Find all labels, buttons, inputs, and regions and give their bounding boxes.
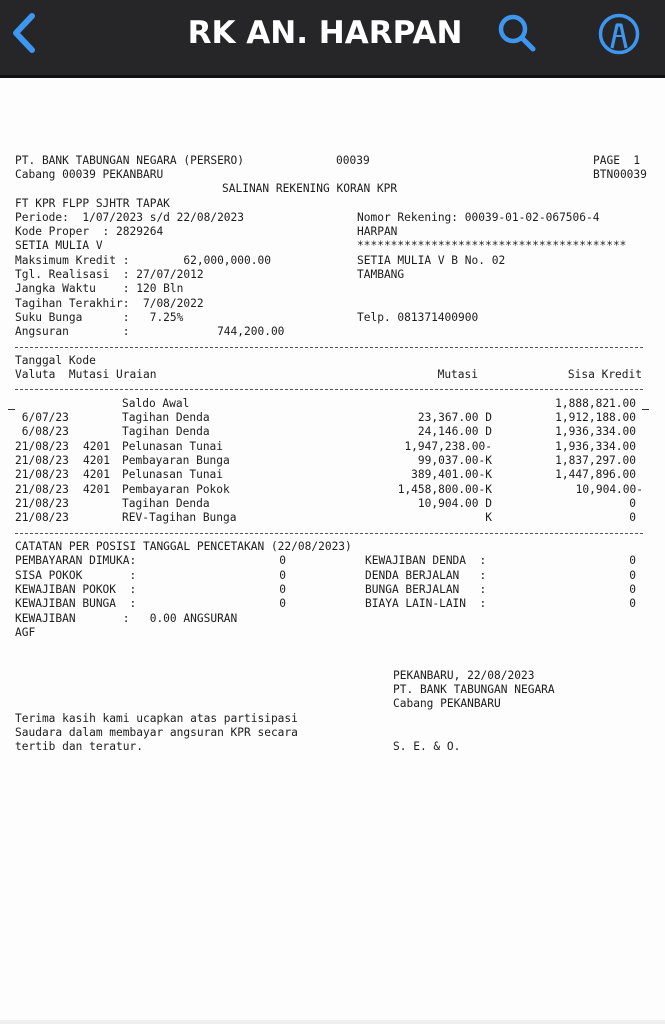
row-marker bbox=[8, 409, 15, 410]
markup-pen-icon bbox=[597, 12, 641, 56]
note-value: 0 bbox=[629, 554, 636, 567]
loan-term: Jangka Waktu : 120 Bln bbox=[15, 282, 184, 295]
row-description: Saldo Awal bbox=[122, 397, 190, 410]
row-code: 4201 bbox=[83, 468, 110, 481]
row-date: 21/08/23 bbox=[15, 483, 69, 496]
errors-omissions: S. E. & O. bbox=[393, 740, 461, 753]
document-title: RK AN. HARPAN bbox=[187, 15, 463, 51]
chevron-left-icon bbox=[10, 12, 40, 54]
project-name: SETIA MULIA V bbox=[15, 239, 103, 252]
row-mutation: K bbox=[485, 511, 492, 524]
period: Periode: 1/07/2023 s/d 22/08/2023 bbox=[15, 211, 245, 224]
row-description: Tagihan Denda bbox=[122, 411, 210, 424]
row-balance: 1,837,297.00 bbox=[555, 454, 636, 467]
table-header-line-2: Valuta Mutasi Uraian bbox=[15, 368, 157, 381]
divider bbox=[15, 389, 643, 390]
note-label: DENDA BERJALAN : bbox=[365, 569, 487, 582]
row-balance: 1,888,821.00 bbox=[555, 397, 636, 410]
note-value: 0 bbox=[279, 569, 286, 582]
separator-stars: **************************************** bbox=[357, 239, 627, 252]
row-date: 21/08/23 bbox=[15, 440, 69, 453]
row-balance: 1,912,188.00 bbox=[555, 411, 636, 424]
row-description: Pelunasan Tunai bbox=[122, 440, 224, 453]
obligation-summary: KEWAJIBAN : 0.00 ANGSURAN bbox=[15, 612, 238, 625]
bottom-edge bbox=[0, 1020, 665, 1024]
agf-label: AGF bbox=[15, 626, 36, 639]
note-value: 0 bbox=[279, 554, 286, 567]
max-credit: Maksimum Kredit : 62,000,000.00 bbox=[15, 254, 271, 267]
realization-date: Tgl. Realisasi : 27/07/2012 bbox=[15, 268, 204, 281]
search-icon bbox=[496, 12, 538, 54]
row-balance: 1,936,334.00 bbox=[555, 425, 636, 438]
row-mutation: 99,037.00-K bbox=[417, 454, 492, 467]
row-description: Pembayaran Pokok bbox=[122, 483, 230, 496]
account-number: Nomor Rekening: 00039-01-02-067506-4 bbox=[357, 211, 600, 224]
row-mutation: 389,401.00-K bbox=[411, 468, 492, 481]
interest-rate: Suku Bunga : 7.25% bbox=[15, 311, 184, 324]
note-value: 0 bbox=[629, 583, 636, 596]
row-mutation: 10,904.00 D bbox=[417, 497, 492, 510]
row-description: Tagihan Denda bbox=[122, 497, 210, 510]
statement-title: SALINAN REKENING KORAN KPR bbox=[222, 182, 398, 195]
search-button[interactable] bbox=[496, 12, 538, 54]
thanks-line-2: Saudara dalam membayar angsuran KPR secara bbox=[15, 726, 298, 739]
note-value: 0 bbox=[629, 569, 636, 582]
note-label: KEWAJIBAN DENDA : bbox=[365, 554, 487, 567]
top-navigation-bar bbox=[0, 0, 665, 78]
note-value: 0 bbox=[629, 597, 636, 610]
row-code: 4201 bbox=[83, 440, 110, 453]
divider bbox=[15, 347, 643, 348]
thanks-line-1: Terima kasih kami ucapkan atas partisipasi bbox=[15, 712, 298, 725]
column-sisa-kredit: Sisa Kredit bbox=[567, 368, 642, 381]
notes-title: CATATAN PER POSISI TANGGAL PENCETAKAN (22/08/2023) bbox=[15, 540, 352, 553]
branch-name: Cabang 00039 PEKANBARU bbox=[15, 168, 164, 181]
address-line-2: TAMBANG bbox=[357, 268, 405, 281]
footer-branch: Cabang PEKANBARU bbox=[393, 697, 501, 710]
row-date: 21/08/23 bbox=[15, 511, 69, 524]
row-date: 21/08/23 bbox=[15, 497, 69, 510]
note-label: PEMBAYARAN DIMUKA: bbox=[15, 554, 137, 567]
account-holder: HARPAN bbox=[357, 225, 398, 238]
row-description: Pelunasan Tunai bbox=[122, 468, 224, 481]
branch-code: 00039 bbox=[336, 154, 370, 167]
row-balance: 1,936,334.00 bbox=[555, 440, 636, 453]
page-number: PAGE 1 bbox=[593, 154, 641, 167]
footer-bank: PT. BANK TABUNGAN NEGARA bbox=[393, 683, 555, 696]
divider bbox=[15, 533, 643, 534]
row-date: 6/08/23 bbox=[15, 425, 69, 438]
note-value: 0 bbox=[279, 583, 286, 596]
row-balance: 1,447,896.00 bbox=[555, 468, 636, 481]
note-value: 0 bbox=[279, 597, 286, 610]
row-description: Tagihan Denda bbox=[122, 425, 210, 438]
back-button[interactable] bbox=[10, 12, 40, 54]
statement-document bbox=[0, 78, 665, 1024]
thanks-line-3: tertib dan teratur. bbox=[15, 740, 143, 753]
table-header-line-1: Tanggal Kode bbox=[15, 354, 96, 367]
row-mutation: 1,458,800.00-K bbox=[397, 483, 492, 496]
kode-proper: Kode Proper : 2829264 bbox=[15, 225, 164, 238]
note-label: KEWAJIBAN BUNGA : bbox=[15, 597, 137, 610]
note-label: KEWAJIBAN POKOK : bbox=[15, 583, 137, 596]
row-mutation: 24,146.00 D bbox=[417, 425, 492, 438]
note-label: BUNGA BERJALAN : bbox=[365, 583, 487, 596]
row-date: 6/07/23 bbox=[15, 411, 69, 424]
row-date: 21/08/23 bbox=[15, 454, 69, 467]
row-balance: 0 bbox=[629, 497, 636, 510]
markup-button[interactable] bbox=[597, 12, 641, 56]
last-bill: Tagihan Terakhir: 7/08/2022 bbox=[15, 297, 204, 310]
address-line-1: SETIA MULIA V B No. 02 bbox=[357, 254, 506, 267]
branch-id: BTN00039 bbox=[593, 168, 647, 181]
phone: Telp. 081371400900 bbox=[357, 311, 479, 324]
product-name: FT KPR FLPP SJHTR TAPAK bbox=[15, 197, 170, 210]
row-description: REV-Tagihan Bunga bbox=[122, 511, 237, 524]
bank-name: PT. BANK TABUNGAN NEGARA (PERSERO) bbox=[15, 154, 245, 167]
row-code: 4201 bbox=[83, 454, 110, 467]
row-code: 4201 bbox=[83, 483, 110, 496]
row-description: Pembayaran Bunga bbox=[122, 454, 230, 467]
place-date: PEKANBARU, 22/08/2023 bbox=[393, 669, 535, 682]
row-mutation: 1,947,238.00- bbox=[404, 440, 492, 453]
row-balance: 0 bbox=[629, 511, 636, 524]
row-date: 21/08/23 bbox=[15, 468, 69, 481]
column-mutasi: Mutasi bbox=[437, 368, 478, 381]
row-marker bbox=[642, 409, 649, 410]
row-balance: 10,904.00- bbox=[575, 483, 643, 496]
installment: Angsuran : 744,200.00 bbox=[15, 325, 285, 338]
row-mutation: 23,367.00 D bbox=[417, 411, 492, 424]
note-label: SISA POKOK : bbox=[15, 569, 137, 582]
note-label: BIAYA LAIN-LAIN : bbox=[365, 597, 487, 610]
